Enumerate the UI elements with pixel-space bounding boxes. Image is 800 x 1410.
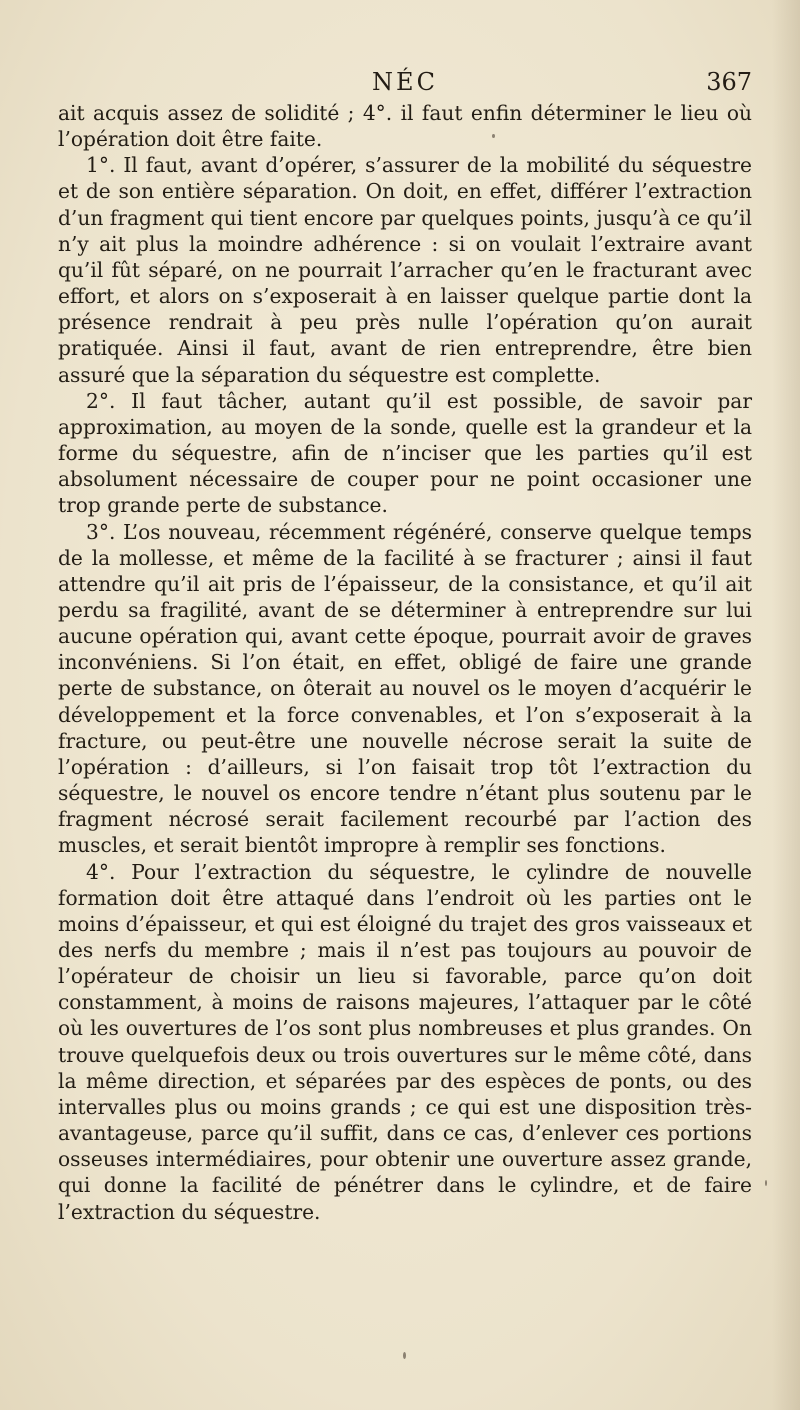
paragraph-3: 3°. L’os nouveau, récemment régénéré, conserve quelque temps de la mollesse, et même de la facilité à se fracturer ; ainsi il faut attendre qu’il ait pris de l’épaisseur, de la consistance, et qu’il ait perdu sa fragilité, avant de se déterminer à entreprendre sur lui aucune opération qui, avant cette époque, pourrait avoir de graves inconvéniens. Si l’on était, en effet, obligé de faire une grande perte de substance, on ôterait au nouvel os le moyen d’acquérir le développement et la force convenables, et l’on s’exposerait à la fracture, ou peut-être une nouvelle nécrose serait la suite de l’opération : d’ailleurs, si l’on faisait trop tôt l’extraction du séquestre, le nouvel os encore tendre n’étant plus soutenu par le fragment nécrosé serait facilement recourbé par l’action des muscles, et serait bientôt impropre à remplir ses fonctions. bbox=[58, 519, 752, 858]
page-edge-shadow bbox=[772, 0, 800, 1410]
page-header bbox=[58, 64, 752, 100]
paragraph-2: 2°. Il faut tâcher, autant qu’il est possible, de savoir par approximation, au moyen de la sonde, quelle est la grandeur et la forme du séquestre, afin de n’inciser que les parties qu’il est absolument nécessaire de couper pour ne point occasioner une trop grande perte de substance. bbox=[58, 388, 752, 518]
page-number: 367 bbox=[706, 68, 752, 96]
paragraph-continuation: ait acquis assez de solidité ; 4°. il faut enfin déterminer le lieu où l’opération doit être faite. bbox=[58, 101, 752, 152]
ink-speck bbox=[765, 1180, 767, 1186]
ink-speck bbox=[492, 134, 495, 138]
ink-speck bbox=[403, 1352, 406, 1359]
paragraph-4: 4°. Pour l’extraction du séquestre, le cylindre de nouvelle formation doit être attaqué dans l’endroit où les parties ont le moins d’épaisseur, et qui est éloigné du trajet des gros vaisseaux et des nerfs du membre ; mais il n’est pas toujours au pouvoir de l’opérateur de choisir un lieu si favorable, parce qu’on doit constamment, à moins de raisons majeures, l’attaquer par le côté où les ouvertures de l’os sont plus nombreuses et plus grandes. On trouve quelquefois deux ou trois ouvertures sur le même côté, dans la même direction, et séparées par des espèces de ponts, ou des intervalles plus ou moins grands ; ce qui est une disposition très-avantageuse, parce qu’il suffit, dans ce cas, d’enlever ces portions osseuses intermédiaires, pour obtenir une ouverture assez grande, qui donne la facilité de pénétrer dans le cylindre, et de faire l’extraction du séquestre. bbox=[58, 859, 752, 1224]
paragraph-1: 1°. Il faut, avant d’opérer, s’assurer de la mobilité du séquestre et de son entière séparation. On doit, en effet, différer l’extraction d’un fragment qui tient encore par quelques points, jusqu’à ce qu’il n’y ait plus la moindre adhérence : si on voulait l’extraire avant qu’il fût séparé, on ne pourrait l’arracher qu’en le fracturant avec effort, et alors on s’exposerait à en laisser quelque partie dont la présence rendrait à peu près nulle l’opération qu’on aurait pratiquée. Ainsi il faut, avant de rien entreprendre, être bien assuré que la séparation du séquestre est complette. bbox=[58, 153, 752, 387]
running-head: NÉC bbox=[372, 68, 438, 96]
body-text bbox=[58, 100, 752, 1225]
